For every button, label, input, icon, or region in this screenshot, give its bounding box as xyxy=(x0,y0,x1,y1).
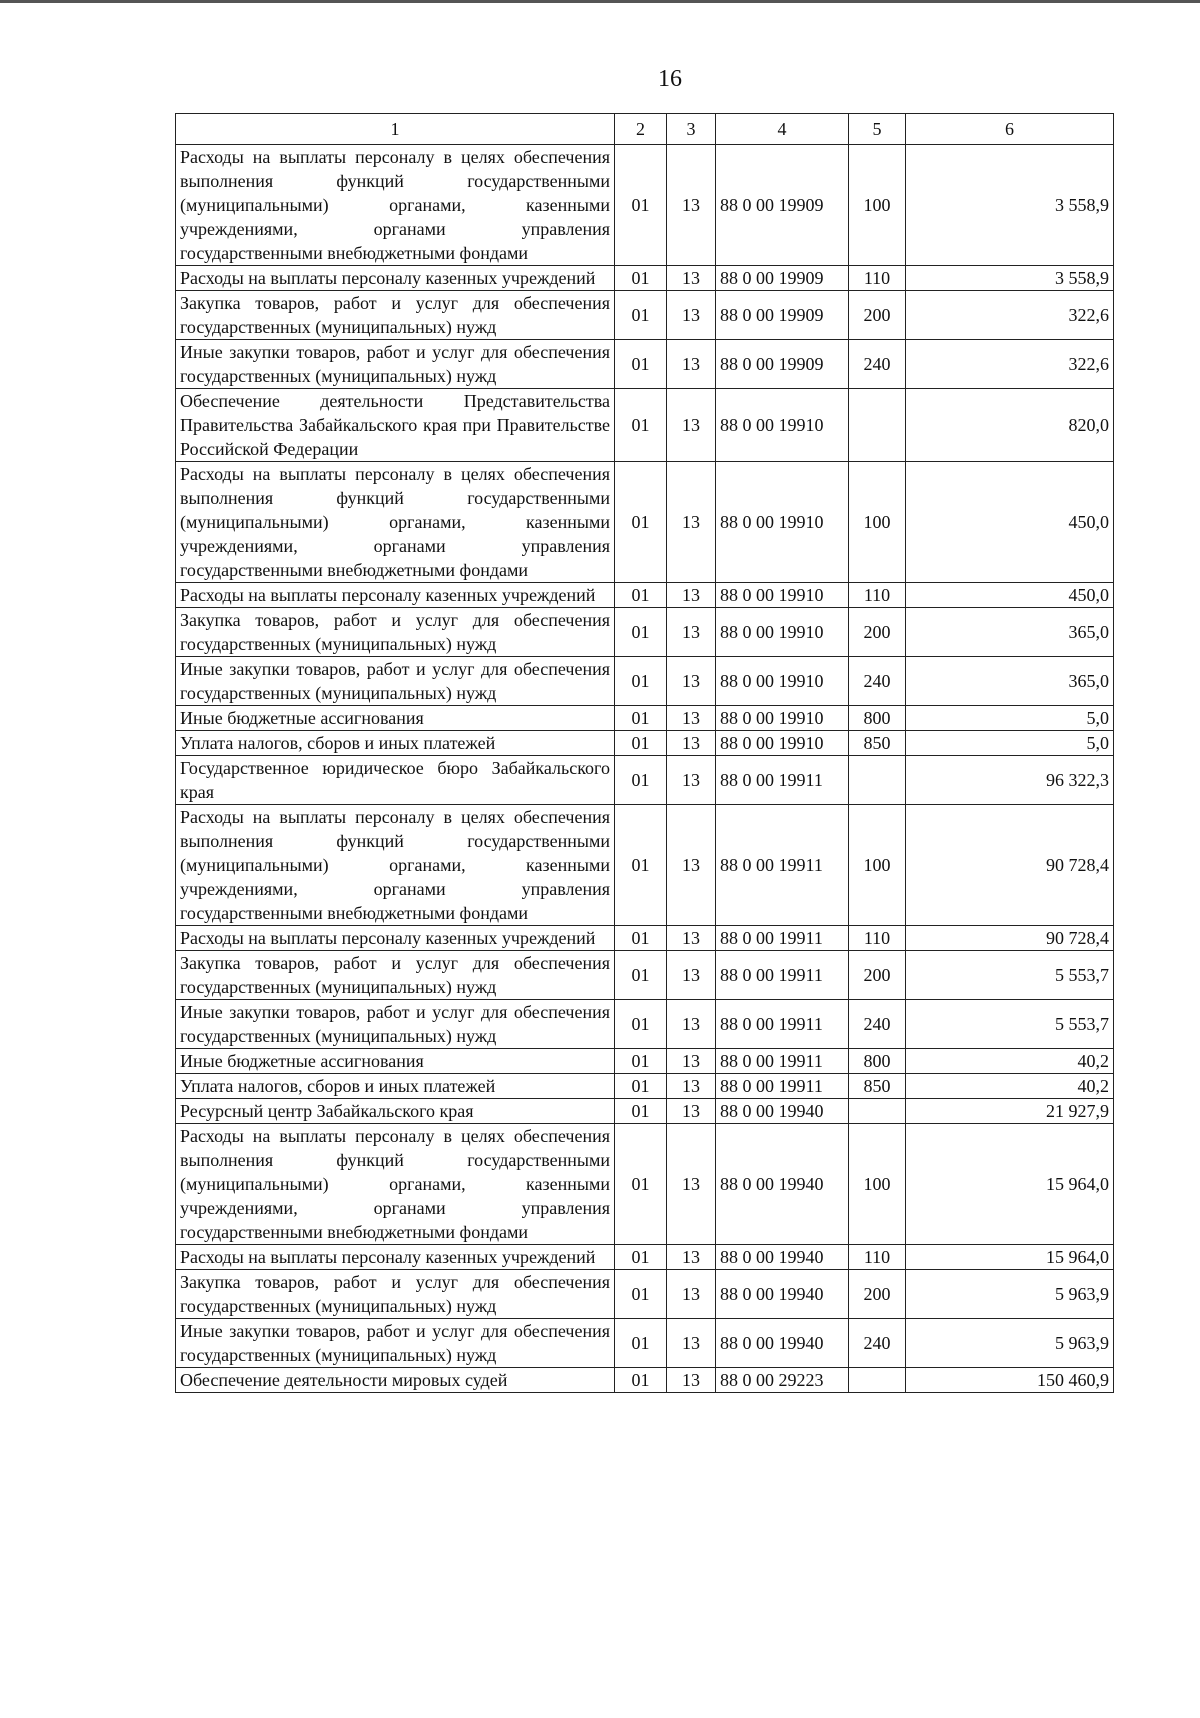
row-section: 01 xyxy=(615,340,667,389)
header-col-5: 5 xyxy=(849,114,906,145)
row-name: Расходы на выплаты персоналу казенных учреждений xyxy=(176,926,615,951)
row-section: 01 xyxy=(615,706,667,731)
row-expense-type: 200 xyxy=(849,291,906,340)
row-name: Расходы на выплаты персоналу казенных учреждений xyxy=(176,266,615,291)
row-section: 01 xyxy=(615,756,667,805)
table-row xyxy=(176,608,1114,657)
row-section: 01 xyxy=(615,926,667,951)
header-col-2: 2 xyxy=(615,114,667,145)
row-amount: 3 558,9 xyxy=(906,266,1114,291)
row-target-article: 88 0 00 19910 xyxy=(716,608,849,657)
row-section: 01 xyxy=(615,1124,667,1245)
row-expense-type: 200 xyxy=(849,608,906,657)
row-amount: 5,0 xyxy=(906,731,1114,756)
row-subsection: 13 xyxy=(667,291,716,340)
row-name: Закупка товаров, работ и услуг для обеспечения государственных (муниципальных) нужд xyxy=(176,951,615,1000)
row-expense-type: 110 xyxy=(849,583,906,608)
row-amount: 5 963,9 xyxy=(906,1270,1114,1319)
row-section: 01 xyxy=(615,1319,667,1368)
row-subsection: 13 xyxy=(667,706,716,731)
row-subsection: 13 xyxy=(667,1124,716,1245)
row-expense-type: 100 xyxy=(849,462,906,583)
row-name: Иные закупки товаров, работ и услуг для обеспечения государственных (муниципальных) нужд xyxy=(176,657,615,706)
table-row xyxy=(176,951,1114,1000)
row-target-article: 88 0 00 19911 xyxy=(716,1049,849,1074)
table-row xyxy=(176,1245,1114,1270)
row-section: 01 xyxy=(615,266,667,291)
row-expense-type: 800 xyxy=(849,706,906,731)
row-section: 01 xyxy=(615,1245,667,1270)
header-col-6: 6 xyxy=(906,114,1114,145)
table-row xyxy=(176,145,1114,266)
table-row xyxy=(176,1368,1114,1393)
row-name: Закупка товаров, работ и услуг для обеспечения государственных (муниципальных) нужд xyxy=(176,1270,615,1319)
row-subsection: 13 xyxy=(667,1270,716,1319)
row-amount: 5 963,9 xyxy=(906,1319,1114,1368)
row-section: 01 xyxy=(615,1368,667,1393)
table-row xyxy=(176,805,1114,926)
row-expense-type: 850 xyxy=(849,1074,906,1099)
row-target-article: 88 0 00 19909 xyxy=(716,145,849,266)
row-name: Иные закупки товаров, работ и услуг для обеспечения государственных (муниципальных) нужд xyxy=(176,1000,615,1049)
row-subsection: 13 xyxy=(667,1074,716,1099)
row-amount: 3 558,9 xyxy=(906,145,1114,266)
row-subsection: 13 xyxy=(667,1099,716,1124)
row-amount: 15 964,0 xyxy=(906,1245,1114,1270)
row-section: 01 xyxy=(615,1049,667,1074)
row-name: Расходы на выплаты персоналу казенных учреждений xyxy=(176,583,615,608)
table-row xyxy=(176,583,1114,608)
table-row xyxy=(176,731,1114,756)
row-amount: 90 728,4 xyxy=(906,805,1114,926)
row-name: Обеспечение деятельности мировых судей xyxy=(176,1368,615,1393)
row-subsection: 13 xyxy=(667,926,716,951)
row-expense-type: 240 xyxy=(849,1319,906,1368)
table-row xyxy=(176,657,1114,706)
row-amount: 40,2 xyxy=(906,1049,1114,1074)
row-target-article: 88 0 00 19940 xyxy=(716,1245,849,1270)
row-amount: 365,0 xyxy=(906,657,1114,706)
table-body xyxy=(176,145,1114,1393)
table-row xyxy=(176,1074,1114,1099)
row-amount: 5 553,7 xyxy=(906,1000,1114,1049)
row-section: 01 xyxy=(615,462,667,583)
row-section: 01 xyxy=(615,583,667,608)
row-name: Расходы на выплаты персоналу в целях обеспечения выполнения функций государственными (муниципальными) органами, казенными учреждениями, органами управления государственными внебюджетными фондами xyxy=(176,462,615,583)
row-target-article: 88 0 00 19911 xyxy=(716,805,849,926)
table-row xyxy=(176,1124,1114,1245)
row-section: 01 xyxy=(615,1099,667,1124)
row-amount: 15 964,0 xyxy=(906,1124,1114,1245)
row-section: 01 xyxy=(615,608,667,657)
row-amount: 150 460,9 xyxy=(906,1368,1114,1393)
table-row xyxy=(176,706,1114,731)
row-target-article: 88 0 00 19910 xyxy=(716,706,849,731)
row-section: 01 xyxy=(615,1074,667,1099)
row-target-article: 88 0 00 19911 xyxy=(716,756,849,805)
row-name: Иные бюджетные ассигнования xyxy=(176,706,615,731)
row-target-article: 88 0 00 19910 xyxy=(716,731,849,756)
row-expense-type: 200 xyxy=(849,1270,906,1319)
row-subsection: 13 xyxy=(667,583,716,608)
row-name: Ресурсный центр Забайкальского края xyxy=(176,1099,615,1124)
header-col-4: 4 xyxy=(716,114,849,145)
row-amount: 322,6 xyxy=(906,291,1114,340)
row-target-article: 88 0 00 19940 xyxy=(716,1270,849,1319)
row-subsection: 13 xyxy=(667,1319,716,1368)
table-row xyxy=(176,926,1114,951)
row-target-article: 88 0 00 19909 xyxy=(716,291,849,340)
row-name: Уплата налогов, сборов и иных платежей xyxy=(176,731,615,756)
row-subsection: 13 xyxy=(667,756,716,805)
row-subsection: 13 xyxy=(667,1000,716,1049)
row-name: Государственное юридическое бюро Забайкальского края xyxy=(176,756,615,805)
header-col-1: 1 xyxy=(176,114,615,145)
row-amount: 5,0 xyxy=(906,706,1114,731)
table-row xyxy=(176,1000,1114,1049)
row-subsection: 13 xyxy=(667,266,716,291)
row-target-article: 88 0 00 19940 xyxy=(716,1124,849,1245)
row-subsection: 13 xyxy=(667,657,716,706)
row-expense-type: 100 xyxy=(849,805,906,926)
row-subsection: 13 xyxy=(667,340,716,389)
row-subsection: 13 xyxy=(667,731,716,756)
row-name: Закупка товаров, работ и услуг для обеспечения государственных (муниципальных) нужд xyxy=(176,608,615,657)
row-amount: 96 322,3 xyxy=(906,756,1114,805)
table-row xyxy=(176,291,1114,340)
table-row xyxy=(176,756,1114,805)
row-expense-type: 240 xyxy=(849,340,906,389)
row-section: 01 xyxy=(615,805,667,926)
row-expense-type: 850 xyxy=(849,731,906,756)
row-section: 01 xyxy=(615,145,667,266)
row-section: 01 xyxy=(615,951,667,1000)
row-name: Расходы на выплаты персоналу казенных учреждений xyxy=(176,1245,615,1270)
budget-table xyxy=(175,113,1114,1393)
row-subsection: 13 xyxy=(667,462,716,583)
table-row xyxy=(176,462,1114,583)
row-section: 01 xyxy=(615,1270,667,1319)
row-amount: 450,0 xyxy=(906,462,1114,583)
row-expense-type: 110 xyxy=(849,926,906,951)
row-target-article: 88 0 00 19910 xyxy=(716,462,849,583)
table-row xyxy=(176,340,1114,389)
row-amount: 21 927,9 xyxy=(906,1099,1114,1124)
table-row xyxy=(176,1099,1114,1124)
row-name: Закупка товаров, работ и услуг для обеспечения государственных (муниципальных) нужд xyxy=(176,291,615,340)
row-name: Расходы на выплаты персоналу в целях обеспечения выполнения функций государственными (муниципальными) органами, казенными учреждениями, органами управления государственными внебюджетными фондами xyxy=(176,1124,615,1245)
row-name: Уплата налогов, сборов и иных платежей xyxy=(176,1074,615,1099)
row-amount: 90 728,4 xyxy=(906,926,1114,951)
row-target-article: 88 0 00 19911 xyxy=(716,1000,849,1049)
row-target-article: 88 0 00 19910 xyxy=(716,389,849,462)
row-target-article: 88 0 00 19940 xyxy=(716,1099,849,1124)
row-amount: 450,0 xyxy=(906,583,1114,608)
row-target-article: 88 0 00 19910 xyxy=(716,583,849,608)
row-amount: 322,6 xyxy=(906,340,1114,389)
row-section: 01 xyxy=(615,731,667,756)
row-amount: 5 553,7 xyxy=(906,951,1114,1000)
row-target-article: 88 0 00 19911 xyxy=(716,951,849,1000)
table-row xyxy=(176,266,1114,291)
table-row xyxy=(176,1049,1114,1074)
row-expense-type: 800 xyxy=(849,1049,906,1074)
row-name: Иные бюджетные ассигнования xyxy=(176,1049,615,1074)
row-expense-type: 240 xyxy=(849,657,906,706)
row-expense-type: 240 xyxy=(849,1000,906,1049)
row-subsection: 13 xyxy=(667,951,716,1000)
row-expense-type: 110 xyxy=(849,1245,906,1270)
row-target-article: 88 0 00 19910 xyxy=(716,657,849,706)
row-name: Иные закупки товаров, работ и услуг для обеспечения государственных (муниципальных) нужд xyxy=(176,340,615,389)
row-target-article: 88 0 00 29223 xyxy=(716,1368,849,1393)
row-expense-type: 200 xyxy=(849,951,906,1000)
row-name: Обеспечение деятельности Представительства Правительства Забайкальского края при Правительстве Российской Федерации xyxy=(176,389,615,462)
row-amount: 365,0 xyxy=(906,608,1114,657)
page-number: 16 xyxy=(658,66,682,92)
row-subsection: 13 xyxy=(667,805,716,926)
row-expense-type xyxy=(849,389,906,462)
row-expense-type: 100 xyxy=(849,145,906,266)
row-name: Иные закупки товаров, работ и услуг для обеспечения государственных (муниципальных) нужд xyxy=(176,1319,615,1368)
header-col-3: 3 xyxy=(667,114,716,145)
row-expense-type xyxy=(849,1099,906,1124)
row-expense-type xyxy=(849,756,906,805)
row-subsection: 13 xyxy=(667,389,716,462)
row-section: 01 xyxy=(615,291,667,340)
row-target-article: 88 0 00 19909 xyxy=(716,340,849,389)
row-subsection: 13 xyxy=(667,608,716,657)
row-section: 01 xyxy=(615,1000,667,1049)
row-expense-type: 100 xyxy=(849,1124,906,1245)
table-row xyxy=(176,1319,1114,1368)
top-border-line xyxy=(0,0,1200,3)
row-subsection: 13 xyxy=(667,145,716,266)
table-row xyxy=(176,389,1114,462)
row-amount: 820,0 xyxy=(906,389,1114,462)
row-subsection: 13 xyxy=(667,1368,716,1393)
row-target-article: 88 0 00 19911 xyxy=(716,1074,849,1099)
table-row xyxy=(176,1270,1114,1319)
table-header-row xyxy=(176,114,1114,145)
row-target-article: 88 0 00 19911 xyxy=(716,926,849,951)
row-name: Расходы на выплаты персоналу в целях обеспечения выполнения функций государственными (муниципальными) органами, казенными учреждениями, органами управления государственными внебюджетными фондами xyxy=(176,145,615,266)
row-target-article: 88 0 00 19909 xyxy=(716,266,849,291)
row-section: 01 xyxy=(615,657,667,706)
row-subsection: 13 xyxy=(667,1049,716,1074)
row-expense-type: 110 xyxy=(849,266,906,291)
row-name: Расходы на выплаты персоналу в целях обеспечения выполнения функций государственными (муниципальными) органами, казенными учреждениями, органами управления государственными внебюджетными фондами xyxy=(176,805,615,926)
row-amount: 40,2 xyxy=(906,1074,1114,1099)
row-expense-type xyxy=(849,1368,906,1393)
row-section: 01 xyxy=(615,389,667,462)
row-target-article: 88 0 00 19940 xyxy=(716,1319,849,1368)
row-subsection: 13 xyxy=(667,1245,716,1270)
